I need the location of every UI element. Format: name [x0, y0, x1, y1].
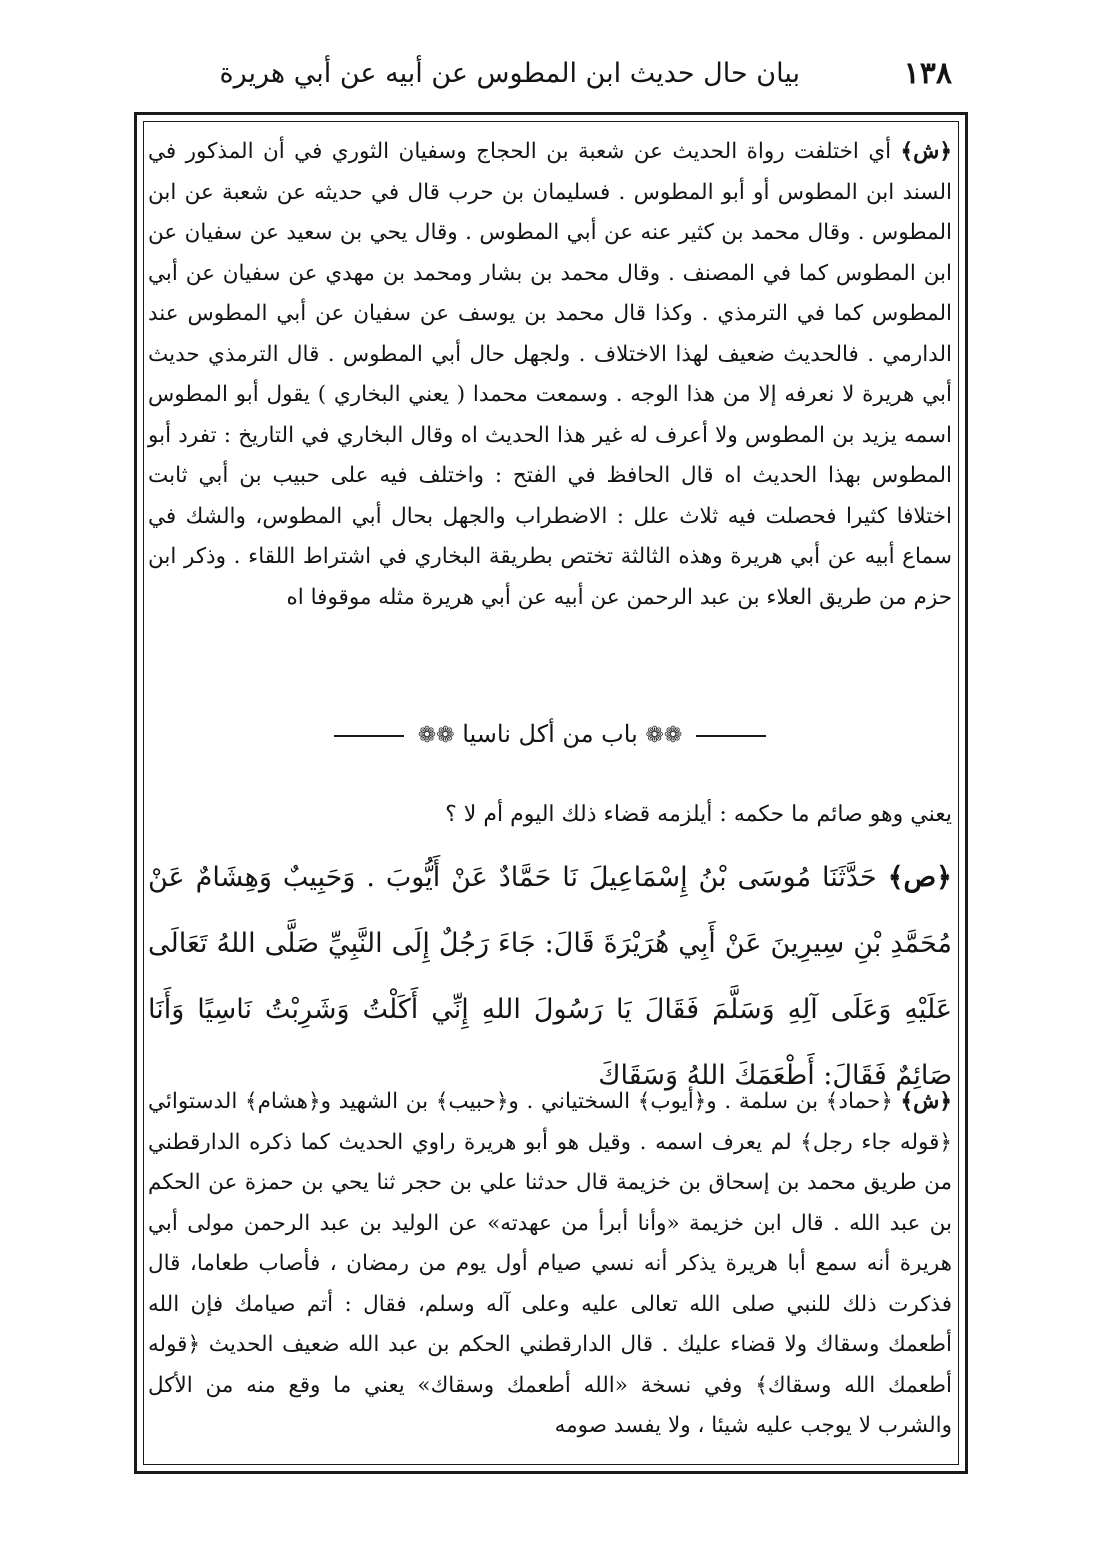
hadith-text: حَدَّثَنَا مُوسَى بْنُ إِسْمَاعِيلَ نَا حَمَّادٌ عَنْ أَيُّوبَ . وَحَبِيبٌ وَهِشَامٌ عَنْ مُحَمَّدِ بْنِ سِيرِينَ عَنْ أَبِي هُرَيْرَةَ قَالَ: جَاءَ رَجُلٌ إِلَى النَّبِيِّ صَلَّى اللهُ تَعَالَى عَلَيْهِ وَعَلَى آلِهِ وَسَلَّمَ فَقَالَ يَا رَسُولَ اللهِ إِنِّي أَكَلْتُ وَشَرِبْتُ نَاسِيًا وَأَنَا صَائِمٌ فَقَالَ: أَطْعَمَكَ اللهُ وَسَقَاكَ: [148, 862, 952, 1091]
commentary-mark: ﴿ش﴾: [900, 139, 952, 164]
heading-rule-left: [334, 735, 404, 737]
chapter-title: باب من أكل ناسيا: [462, 720, 638, 748]
chapter-note: يعني وهو صائم ما حكمه : أيلزمه قضاء ذلك اليوم أم لا ؟: [445, 802, 952, 827]
chapter-heading: [148, 720, 952, 768]
running-title: بيان حال حديث ابن المطوس عن أبيه عن أبي هريرة: [219, 58, 800, 89]
commentary-text: ﴿حماد﴾ بن سلمة . و﴿أيوب﴾ السختياني . و﴿حبيب﴾ بن الشهيد و﴿هشام﴾ الدستوائي ﴿قوله جاء رجل﴾ لم يعرف اسمه . وقيل هو أبو هريرة راوي الحديث كما ذكره الدارقطني من طريق محمد بن إسحاق بن خزيمة قال حدثنا علي بن حجر ثنا يحي بن حمزة عن الحكم بن عبد الله . قال ابن خزيمة «وأنا أبرأ من عهدته» عن الوليد بن عبد الرحمن مولى أبي هريرة أنه سمع أبا هريرة يذكر أنه نسي صيام أول يوم من رمضان ، فأصاب طعاما، قال فذكرت ذلك للنبي صلى الله تعالى عليه وعلى آله وسلم، فقال : أتم صيامك فإن الله أطعمك وسقاك ولا قضاء عليك . قال الدارقطني الحكم بن عبد الله ضعيف الحديث ﴿قوله أطعمك الله وسقاك﴾ وفي نسخة «الله أطعمك وسقاك» يعني ما وقع منه من الأكل والشرب لا يوجب عليه شيئا ، ولا يفسد صومه: [148, 1089, 952, 1438]
commentary-text: أي اختلفت رواة الحديث عن شعبة بن الحجاج وسفيان الثوري في أن المذكور في السند ابن المطوس أو أبو المطوس . فسليمان بن حرب قال في حديثه عن شعبة عن ابن المطوس . وقال محمد بن كثير عنه عن أبي المطوس . وقال يحي بن سعيد عن سفيان عن ابن المطوس كما في المصنف . وقال محمد بن بشار ومحمد بن مهدي عن سفيان عن أبي المطوس كما في الترمذي . وكذا قال محمد بن يوسف عن سفيان عن أبي المطوس عند الدارمي . فالحديث ضعيف لهذا الاختلاف . ولجهل حال أبي المطوس . قال الترمذي حديث أبي هريرة لا نعرفه إلا من هذا الوجه . وسمعت محمدا ( يعني البخاري ) يقول أبو المطوس اسمه يزيد بن المطوس ولا أعرف له غير هذا الحديث اه وقال البخاري في التاريخ : تفرد أبو المطوس بهذا الحديث اه قال الحافظ في الفتح : واختلف فيه على حبيب بن أبي ثابت اختلافا كثيرا فحصلت فيه ثلاث علل : الاضطراب والجهل بحال أبي المطوس، والشك في سماع أبيه عن أبي هريرة وهذه الثالثة تختص بطريقة البخاري في اشتراط اللقاء . وذكر ابن حزم من طريق العلاء بن عبد الرحمن عن أبيه عن أبي هريرة مثله موقوفا اه: [148, 139, 952, 610]
page-number: ١٣٨: [903, 56, 952, 91]
hadith-mark: ﴿ص﴾: [887, 862, 952, 893]
page-header: [140, 54, 960, 110]
heading-rule-right: [696, 735, 766, 737]
commentary-mark: ﴿ش﴾: [900, 1089, 952, 1114]
commentary-paragraph-2: [148, 1082, 952, 1457]
hadith-text-block: [148, 845, 952, 1109]
commentary-paragraph-1: [148, 132, 952, 702]
ornament-right-icon: ❁❁: [645, 723, 683, 748]
ornament-left-icon: ❁❁: [417, 723, 455, 748]
